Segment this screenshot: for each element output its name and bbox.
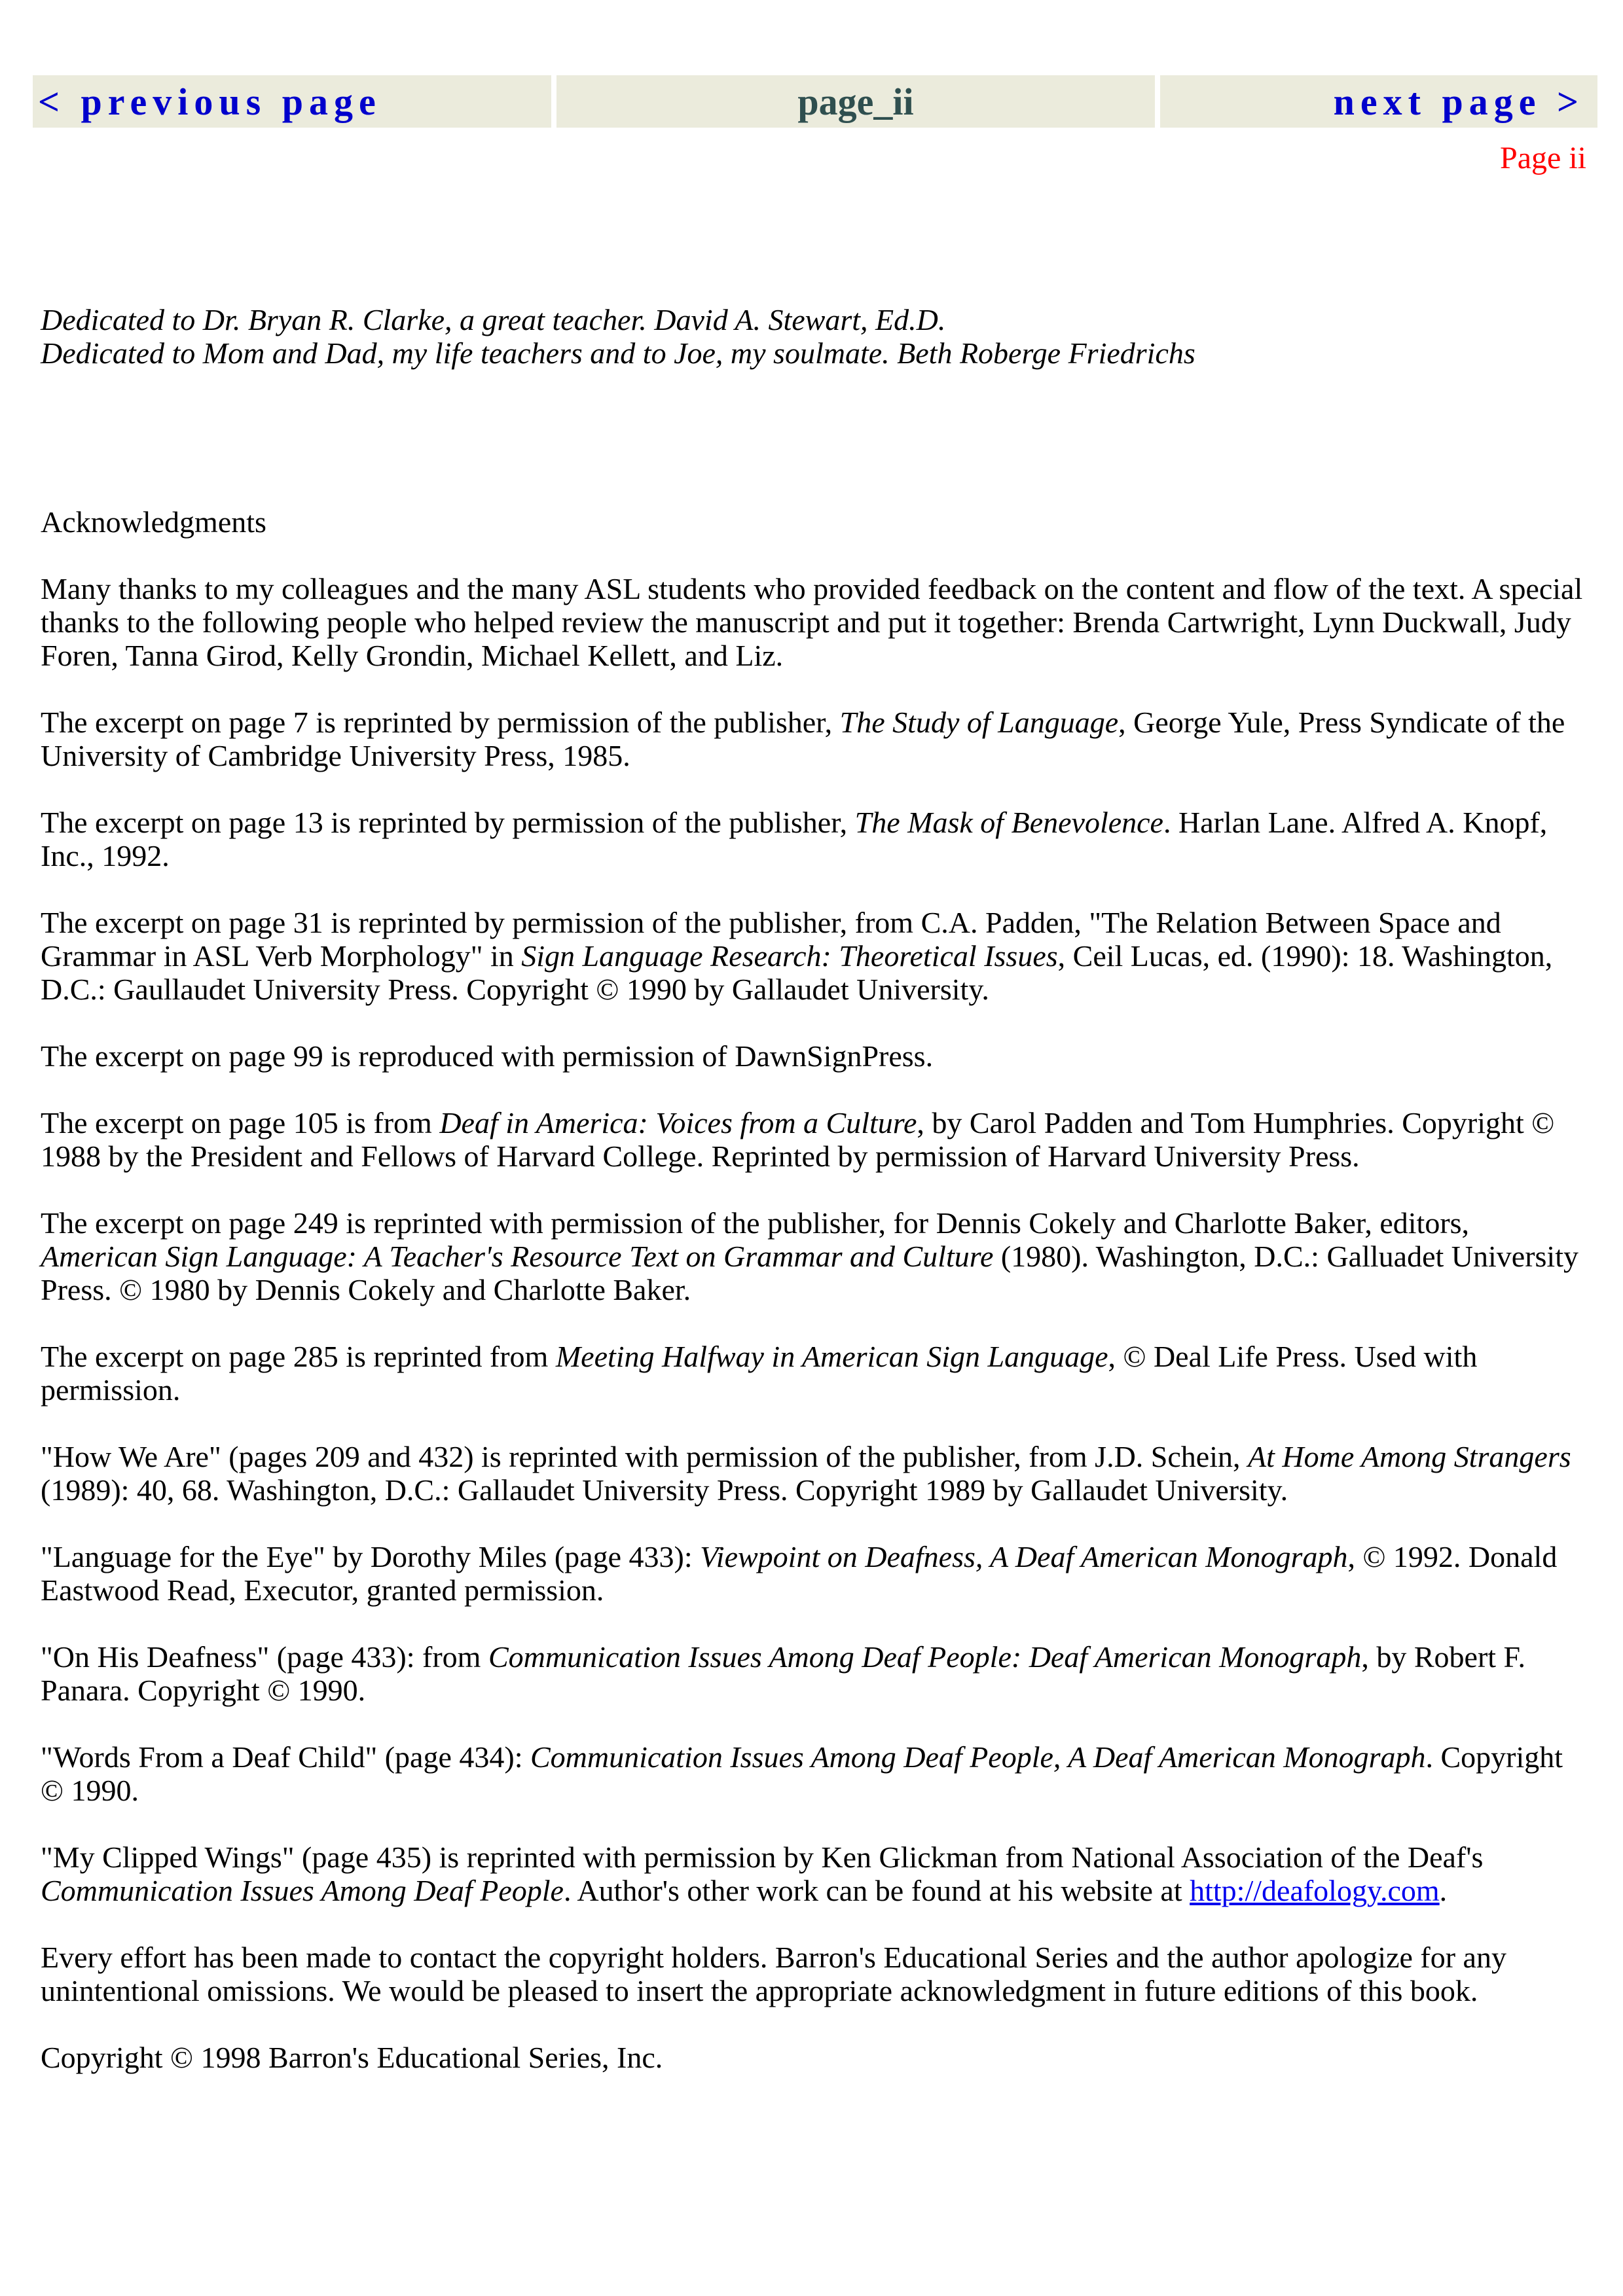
credit-paragraph: [41, 1440, 1586, 1507]
credit-paragraph: The excerpt on page 99 is reproduced with permission of DawnSignPress.: [41, 1039, 934, 1073]
work-title: Communication Issues Among Deaf People: Deaf American Monograph: [488, 1640, 1362, 1674]
credit-paragraph: [41, 706, 1586, 772]
credit-text: "How We Are" (pages 209 and 432) is reprinted with permission of the publisher, from J.D. Schein,: [41, 1440, 1248, 1473]
credit-text: "My Clipped Wings" (page 435) is reprinted with permission by Ken Glickman from National Association of the Deaf's: [41, 1840, 1484, 1874]
nav-next-cell: [1160, 75, 1597, 128]
work-title: At Home Among Strangers: [1248, 1440, 1571, 1473]
credit-text: , George Yule, Press Syndicate of the University of Cambridge University Press, 1985.: [41, 706, 1565, 772]
credit-text: , © 1992. Donald Eastwood Read, Executor, granted permission.: [41, 1540, 1558, 1607]
credit-text: , Ceil Lucas, ed. (1990): 18. Washington, D.C.: Gaullaudet University Press. Copyright © 1990 by Gallaudet University.: [41, 939, 1553, 1006]
website-link[interactable]: http://deafology.com: [1190, 1874, 1440, 1907]
closing-paragraph: Every effort has been made to contact the copyright holders. Barron's Educational Series and the author apologize for any unintentional omissions. We would be pleased to insert the appropriate acknowledgment in future editions of this book.: [41, 1941, 1506, 2007]
acknowledgments-section: [41, 505, 1586, 2108]
acknowledgments-heading: Acknowledgments: [41, 505, 266, 539]
work-title: The Mask of Benevolence: [854, 806, 1163, 839]
credit-text: The excerpt on page 7 is reprinted by permission of the publisher,: [41, 706, 840, 739]
credit-text: , © Deal Life Press. Used with permission.: [41, 1340, 1478, 1407]
work-title: Deaf in America: Voices from a Culture: [439, 1106, 917, 1139]
thanks-paragraph: Many thanks to my colleagues and the many ASL students who provided feedback on the content and flow of the text. A special thanks to the following people who helped review the manuscript and put it together: Brenda Cartwright, Lynn Duckwall, Judy Foren, Tanna Girod, Kelly Grondin, Michael Kellett, and Liz.: [41, 572, 1583, 672]
dedication-line: Dedicated to Mom and Dad, my life teachers and to Joe, my soulmate. Beth Roberge Friedrichs: [41, 336, 1195, 370]
credit-paragraph: [41, 806, 1586, 872]
credit-text: , by Carol Padden and Tom Humphries. Copyright © 1988 by the President and Fellows of Harvard College. Reprinted by permission of Harvard University Press.: [41, 1106, 1555, 1173]
credit-text: The excerpt on page 31 is reprinted by permission of the publisher, from C.A. Padden, "The Relation Between Space and Grammar in ASL Verb Morphology" in: [41, 906, 1501, 973]
credit-paragraph: [41, 1840, 1586, 1907]
nav-title-cell: [556, 75, 1155, 128]
credit-paragraph: [41, 1540, 1586, 1607]
credit-paragraph: [41, 1340, 1586, 1407]
dedications: [41, 303, 1586, 370]
credit-paragraph: [41, 1740, 1586, 1807]
credit-text: . Copyright © 1990.: [41, 1740, 1563, 1807]
credit-text: (1989): 40, 68. Washington, D.C.: Gallaudet University Press. Copyright 1989 by Gallaudet University.: [41, 1473, 1288, 1507]
credit-text: .: [1439, 1874, 1448, 1907]
credit-text: "Words From a Deaf Child" (page 434):: [41, 1740, 530, 1774]
dedication-line: Dedicated to Dr. Bryan R. Clarke, a great teacher. David A. Stewart, Ed.D.: [41, 303, 946, 336]
work-title: Viewpoint on Deafness, A Deaf American Monograph: [700, 1540, 1348, 1573]
work-title: Communication Issues Among Deaf People: [41, 1874, 564, 1907]
page-number: Page ii: [1500, 141, 1586, 175]
nav-prev-cell: [33, 75, 551, 128]
credit-paragraph: [41, 1106, 1586, 1173]
copyright-line: Copyright © 1998 Barron's Educational Series, Inc.: [41, 2041, 663, 2074]
navigation-bar: [33, 75, 1597, 128]
credit-text: "On His Deafness" (page 433): from: [41, 1640, 488, 1674]
credit-text: The excerpt on page 249 is reprinted with permission of the publisher, for Dennis Cokely and Charlotte Baker, editors,: [41, 1206, 1470, 1240]
credit-text: The excerpt on page 285 is reprinted from: [41, 1340, 556, 1373]
credit-text: . Harlan Lane. Alfred A. Knopf, Inc., 1992.: [41, 806, 1548, 872]
credit-text: , by Robert F. Panara. Copyright © 1990.: [41, 1640, 1525, 1707]
work-title: Meeting Halfway in American Sign Language: [555, 1340, 1108, 1373]
page-title: page_ii: [797, 80, 914, 123]
previous-page-link[interactable]: < previous page: [38, 80, 382, 123]
credit-text: "Language for the Eye" by Dorothy Miles (page 433):: [41, 1540, 701, 1573]
work-title: Sign Language Research: Theoretical Issues: [521, 939, 1058, 973]
credit-text: The excerpt on page 13 is reprinted by permission of the publisher,: [41, 806, 855, 839]
work-title: The Study of Language: [839, 706, 1119, 739]
credit-paragraph: [41, 1206, 1586, 1306]
credit-text: The excerpt on page 105 is from: [41, 1106, 440, 1139]
work-title: American Sign Language: A Teacher's Resource Text on Grammar and Culture: [41, 1240, 994, 1273]
credit-text: (1980). Washington, D.C.: Galluadet University Press. © 1980 by Dennis Cokely and Charlotte Baker.: [41, 1240, 1578, 1306]
work-title: Communication Issues Among Deaf People, A Deaf American Monograph: [530, 1740, 1426, 1774]
next-page-link[interactable]: next page >: [1333, 80, 1584, 123]
credit-paragraph: [41, 906, 1586, 1006]
credit-text: . Author's other work can be found at his website at: [563, 1874, 1190, 1907]
credit-paragraph: [41, 1640, 1586, 1707]
